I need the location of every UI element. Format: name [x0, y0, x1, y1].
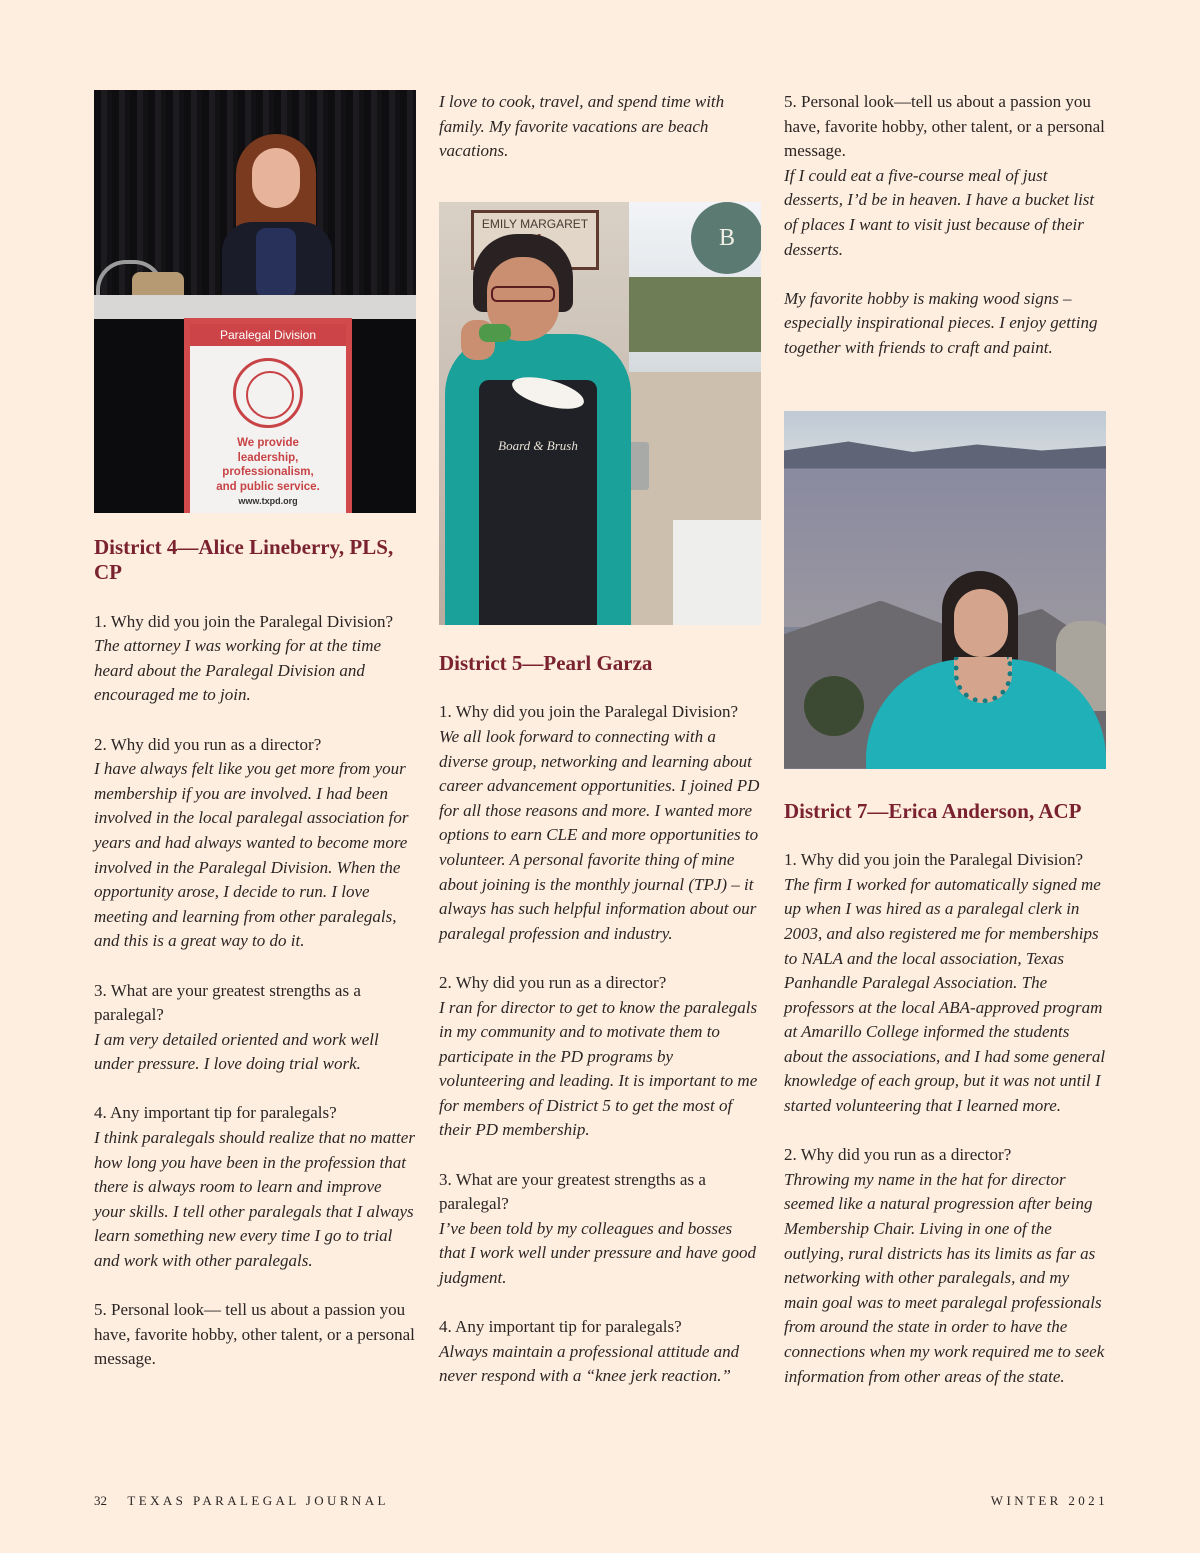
column-2	[439, 90, 761, 1389]
banner-text: We provide leadership, professionalism, and public service.	[216, 437, 320, 493]
answer-1: The firm I worked for automatically signed me up when I was hired as a paralegal clerk in 2003, and also registered me for memberships to NALA and the local association, Texas Panhandle Paralegal Association. The professors at the local ABA-approved program at Amarillo College informed the students about the associations, and I had some general knowledge of each group, but it was not until I started volunteering that I learned more.	[784, 874, 1106, 1116]
district-7-heading: District 7—Erica Anderson, ACP	[784, 798, 1082, 823]
question-3: 3. What are your greatest strengths as a paralegal?	[94, 980, 361, 1025]
question-2: 2. Why did you run as a director?	[784, 1145, 1012, 1165]
district-5-heading: District 5—Pearl Garza	[439, 650, 653, 675]
answer-3: I’ve been told by my colleagues and bosses that I work well under pressure and have good judgment.	[439, 1218, 756, 1288]
question-2: 2. Why did you run as a director?	[94, 734, 322, 754]
banner-heading: Paralegal Division	[190, 324, 346, 346]
publication-name: TEXAS PARALEGAL JOURNAL	[127, 1493, 389, 1508]
column-1	[94, 90, 416, 1372]
answer-4: Always maintain a professional attitude and never respond with a “knee jerk reaction.”	[439, 1341, 740, 1386]
answer-2: I have always felt like you get more from your membership if you are involved. I had been involved in the local paralegal association for years and had always wanted to become more involved in the Paralegal Division. When the opportunity arose, I decide to run. I love meeting and learning from other paralegals, and this is a great way to do it.	[94, 759, 409, 951]
banner-url: www.txpd.org	[238, 496, 298, 506]
answer-4: I think paralegals should realize that no matter how long you have been in the profession that there is always room to learn and improve your skills. I tell other paralegals that I always learn something new every time I go to trial and work with other paralegals.	[94, 1128, 415, 1271]
circle-logo-sign: B	[691, 202, 761, 274]
question-5: 5. Personal look—tell us about a passion you have, favorite hobby, other talent, or a personal message.	[784, 92, 1105, 161]
answer-1: The attorney I was working for at the time heard about the Paralegal Division and encouraged me to join.	[94, 636, 382, 705]
answer-3: I am very detailed oriented and work well under pressure. I love doing trial work.	[94, 1029, 379, 1074]
state-bar-seal-icon	[233, 358, 303, 428]
question-4: 4. Any important tip for paralegals?	[94, 1103, 337, 1123]
question-2: 2. Why did you run as a director?	[439, 972, 667, 992]
glasses-icon	[491, 286, 555, 302]
wall-sign: EMILY MARGARET	[471, 210, 599, 270]
answer-5-part-2: My favorite hobby is making wood signs – especially inspirational pieces. I enjoy getting together with friends to craft and paint.	[784, 288, 1098, 357]
photo-pearl-garza	[439, 202, 761, 625]
answer-5-part-1: If I could eat a five-course meal of just desserts, I’d be in heaven. I have a bucket list of places I want to visit just because of their desserts.	[784, 165, 1095, 259]
question-4: 4. Any important tip for paralegals?	[439, 1317, 682, 1337]
question-1: 1. Why did you join the Paralegal Division?	[94, 611, 394, 631]
question-1: 1. Why did you join the Paralegal Division?	[439, 702, 739, 722]
paralegal-division-banner	[184, 318, 352, 513]
photo-alice-lineberry	[94, 90, 416, 513]
answer-2: I ran for director to get to know the paralegals in my community and to motivate them to participate in the PD programs by volunteering and leading. It is important to me for members of District 5 to get the most of their PD membership.	[439, 997, 758, 1140]
district-4-heading: District 4—Alice Lineberry, PLS, CP	[94, 535, 394, 584]
answer-1: We all look forward to connecting with a diverse group, networking and learning about career advancement opportunities. I joined PD for all those reasons and more. I wanted more options to earn CLE and more opportunities to volunteer. A personal favorite thing of mine about joining is the monthly journal (TPJ) – it always has such helpful information about our paralegal profession and industry.	[439, 726, 760, 943]
page-footer-left	[94, 1493, 389, 1509]
apron-logo: Board & Brush	[479, 380, 597, 625]
answer-2: Throwing my name in the hat for director seemed like a natural progression after being Membership Chair. Living in one of the outlying, rural districts has its limits as far as networking with other paralegals, and my main goal was to meet paralegal professionals from around the state in order to have the connections when my work required me to seek information from other areas of the state.	[784, 1169, 1105, 1386]
continued-answer: I love to cook, travel, and spend time with family. My favorite vacations are beach vacations.	[439, 92, 725, 161]
column-3	[784, 90, 1106, 1389]
question-5: 5. Personal look— tell us about a passion you have, favorite hobby, other talent, or a personal message.	[94, 1300, 415, 1369]
question-3: 3. What are your greatest strengths as a paralegal?	[439, 1169, 706, 1214]
question-1: 1. Why did you join the Paralegal Division?	[784, 850, 1084, 870]
page-number: 32	[94, 1493, 107, 1508]
photo-erica-anderson	[784, 411, 1106, 769]
issue-date: WINTER 2021	[990, 1493, 1108, 1508]
